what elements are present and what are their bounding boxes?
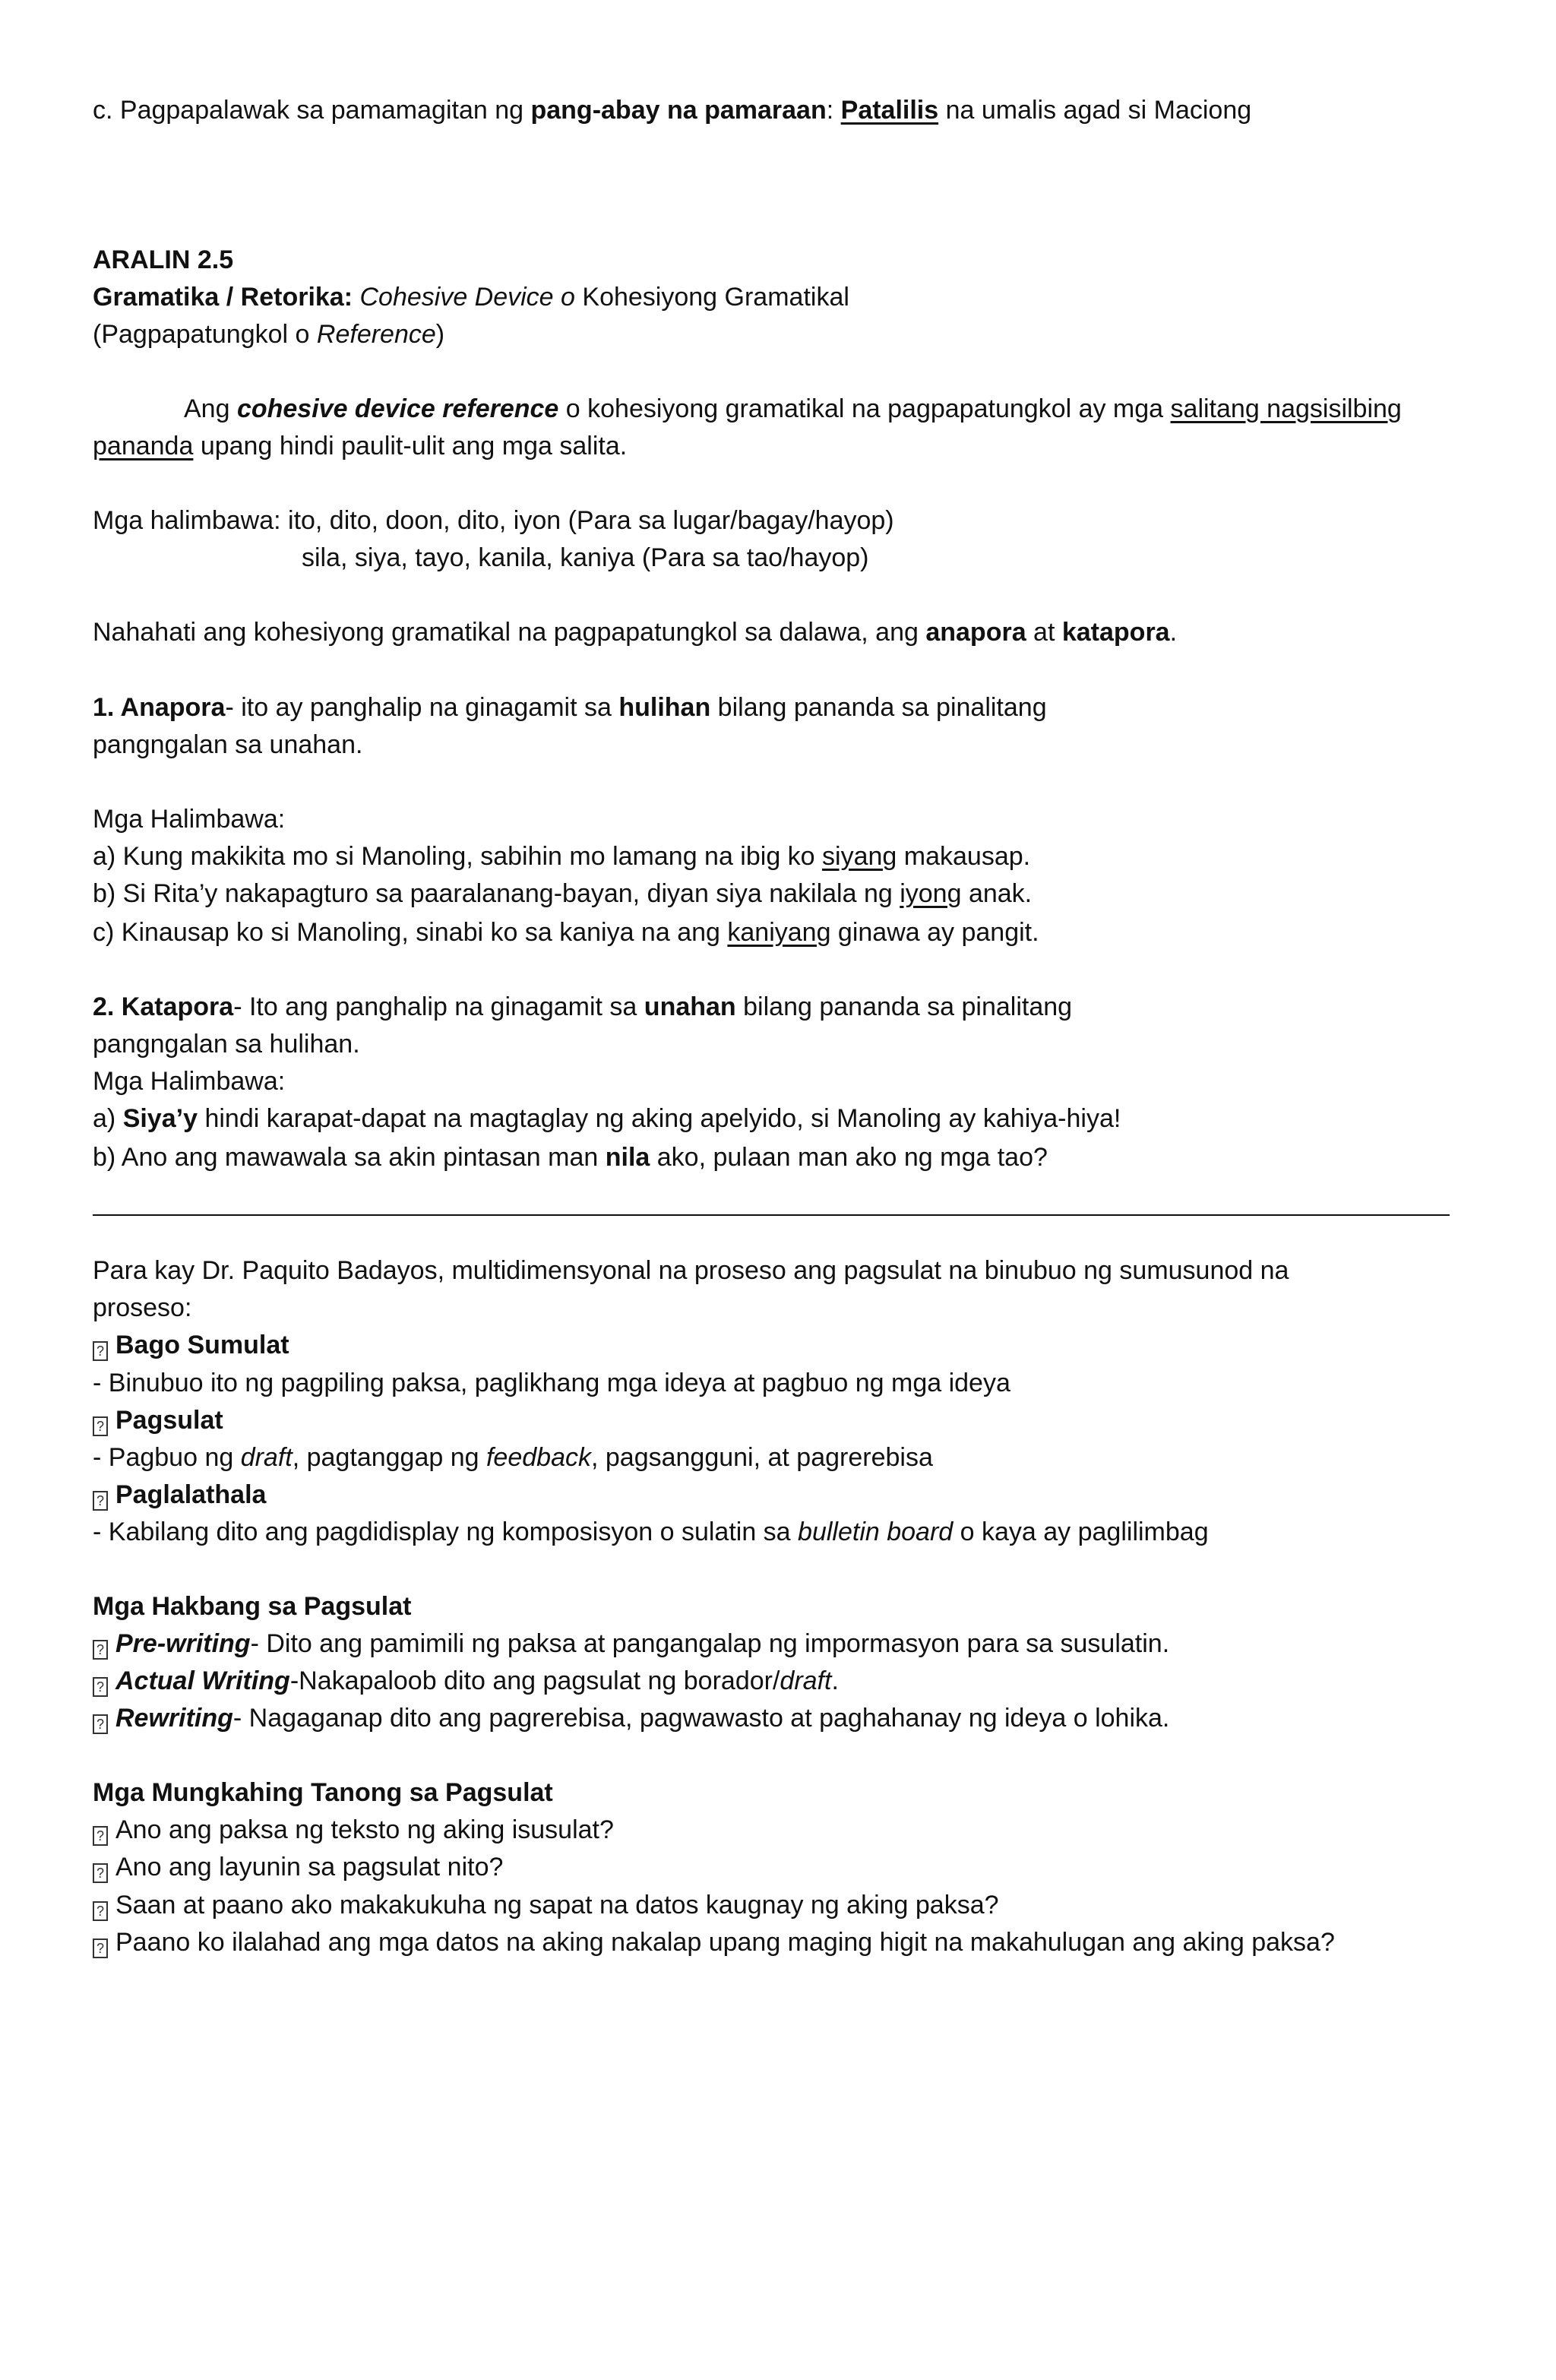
line-text: - ito ay panghalip na ginagamit sa [225, 693, 619, 722]
step-title: Bago Sumulat [115, 1331, 289, 1359]
definition-line-2 [93, 428, 627, 466]
line-text: ako, pulaan man ako ng mga tao? [650, 1143, 1048, 1172]
examples-line-1: Mga halimbawa: ito, dito, doon, dito, iyon (Para sa lugar/bagay/hayop) [93, 506, 894, 535]
step-term: Rewriting [115, 1704, 233, 1733]
hakbang-item-1 [93, 1625, 1169, 1663]
hakbang-item-3 [93, 1700, 1169, 1738]
anapora-definition [93, 689, 1047, 727]
line-text: (Pagpapatungkol o [93, 320, 317, 349]
mungkahi-question-3 [93, 1887, 999, 1925]
missing-glyph-icon: ? [93, 1341, 108, 1361]
mungkahi-question-1 [93, 1812, 614, 1850]
line-text: hindi karapat-dapat na magtaglay ng aking apelyido, si Manoling ay kahiya-hiya! [198, 1104, 1121, 1133]
question-text: Saan at paano ako makakukuha ng sapat na datos kaugnay ng aking paksa? [115, 1891, 999, 1920]
step-paglalathala-desc [93, 1514, 1209, 1552]
step-pagsulat [93, 1402, 223, 1440]
division-sentence [93, 614, 1177, 652]
step-title: Paglalathala [115, 1480, 267, 1509]
line-text: upang hindi paulit-ulit ang mga salita. [193, 432, 628, 460]
term-katapora: katapora [1061, 618, 1170, 647]
underlined-word: iyong [900, 879, 962, 908]
missing-glyph-icon: ? [93, 1714, 108, 1734]
line-text: ginawa ay pangit. [830, 918, 1039, 947]
missing-glyph-icon: ? [93, 1826, 108, 1846]
key-term: cohesive device reference [236, 394, 559, 423]
definition-line-1 [184, 391, 1402, 429]
line-text: makausap. [897, 842, 1031, 871]
expansion-example-line [93, 92, 1251, 130]
mungkahi-question-4 [93, 1924, 1335, 1962]
topic-subtitle [93, 316, 444, 354]
line-text: b) Ano ang mawawala sa akin pintasan man [93, 1143, 606, 1172]
line-text: : [826, 96, 841, 125]
horizontal-divider [93, 1214, 1450, 1216]
line-text: o kaya ay paglilimbag [953, 1518, 1209, 1546]
line-text: b) Si Rita’y nakapagturo sa paaralanang-bayan, diyan siya nakilala ng [93, 879, 900, 908]
line-text: na umalis agad si Maciong [938, 96, 1252, 125]
italic-term: draft [240, 1443, 293, 1472]
anapora-definition-cont: pangngalan sa unahan. [93, 730, 363, 759]
bold-term: unahan [644, 992, 736, 1021]
underlined-word: siyang [822, 842, 897, 871]
line-text: a) Kung makikita mo si Manoling, sabihin mo lamang na ibig ko [93, 842, 823, 871]
missing-glyph-icon: ? [93, 1677, 108, 1697]
hakbang-heading: Mga Hakbang sa Pagsulat [93, 1592, 412, 1621]
line-text: , pagtanggap ng [292, 1443, 486, 1472]
line-text: ) [435, 320, 445, 349]
line-text: bilang pananda sa pinalitang [735, 992, 1073, 1021]
katapora-examples-label: Mga Halimbawa: [93, 1067, 286, 1096]
katapora-example-a [93, 1100, 1121, 1138]
line-text: . [831, 1666, 839, 1695]
katapora-definition [93, 989, 1072, 1027]
question-text: Paano ko ilalahad ang mga datos na aking nakalap upang maging higit na makahulugan ang aking paksa? [115, 1928, 1335, 1957]
line-text: - Pagbuo ng [93, 1443, 241, 1472]
line-text: , pagsangguni, at pagrerebisa [590, 1443, 933, 1472]
topic-italic: Cohesive Device o [353, 283, 575, 312]
underlined-phrase: pananda [93, 432, 194, 460]
line-text: . [1169, 618, 1178, 647]
katapora-example-b [93, 1139, 1048, 1177]
italic-term: draft [780, 1666, 832, 1695]
anapora-example-c [93, 914, 1039, 952]
underlined-phrase: salitang nagsisilbing [1170, 394, 1402, 423]
missing-glyph-icon: ? [93, 1416, 108, 1436]
anapora-label: 1. Anapora [93, 693, 226, 722]
missing-glyph-icon: ? [93, 1938, 108, 1958]
bold-word: nila [605, 1143, 650, 1172]
line-text: Ang [184, 394, 237, 423]
katapora-definition-cont: pangngalan sa hulihan. [93, 1030, 360, 1059]
line-text: -Nakapaloob dito ang pagsulat ng borador/ [289, 1666, 780, 1695]
missing-glyph-icon: ? [93, 1640, 108, 1660]
step-term: Pre-writing [115, 1629, 251, 1658]
bold-term: hulihan [618, 693, 711, 722]
italic-term: Reference [316, 320, 436, 349]
line-text: at [1026, 618, 1062, 647]
badayos-intro-line-2: proseso: [93, 1293, 192, 1322]
topic-label: Gramatika / Retorika: [93, 283, 353, 312]
examples-line-2: sila, siya, tayo, kanila, kaniya (Para sa tao/hayop) [302, 543, 869, 572]
step-title: Pagsulat [115, 1406, 223, 1435]
anapora-examples-label: Mga Halimbawa: [93, 805, 286, 834]
missing-glyph-icon: ? [93, 1901, 108, 1921]
topic-title [93, 279, 849, 317]
step-pagsulat-desc [93, 1439, 933, 1477]
term-anapora: anapora [925, 618, 1026, 647]
question-text: Ano ang layunin sa pagsulat nito? [115, 1853, 504, 1882]
step-bago-sumulat-desc: - Binubuo ito ng pagpiling paksa, paglikhang mga ideya at pagbuo ng mga ideya [93, 1369, 1010, 1397]
topic-rest: Kohesiyong Gramatikal [574, 283, 849, 312]
line-text: Nahahati ang kohesiyong gramatikal na pagpapatungkol sa dalawa, ang [93, 618, 926, 647]
katapora-label: 2. Katapora [93, 992, 234, 1021]
step-term: Actual Writing [115, 1666, 290, 1695]
missing-glyph-icon: ? [93, 1491, 108, 1511]
hakbang-item-2 [93, 1663, 839, 1701]
line-text: a) [93, 1104, 123, 1133]
line-text: anak. [961, 879, 1033, 908]
line-text: c. Pagpapalawak sa pamamagitan ng [93, 96, 531, 125]
italic-term: feedback [485, 1443, 591, 1472]
italic-term: bulletin board [798, 1518, 954, 1546]
missing-glyph-icon: ? [93, 1863, 108, 1883]
underlined-term: Patalilis [840, 96, 939, 125]
anapora-example-a [93, 838, 1030, 876]
bold-word: Siya’y [122, 1104, 198, 1133]
bold-term: pang-abay na pamaraan [530, 96, 827, 125]
line-text: bilang pananda sa pinalitang [710, 693, 1047, 722]
line-text: - Ito ang panghalip na ginagamit sa [233, 992, 644, 1021]
badayos-intro-line-1: Para kay Dr. Paquito Badayos, multidimensyonal na proseso ang pagsulat na binubuo ng sumusunod na [93, 1256, 1289, 1285]
mungkahi-question-2 [93, 1849, 503, 1887]
underlined-word: kaniyang [727, 918, 831, 947]
line-text: - Dito ang pamimili ng paksa at pangangalap ng impormasyon para sa susulatin. [250, 1629, 1170, 1658]
mungkahi-heading: Mga Mungkahing Tanong sa Pagsulat [93, 1778, 553, 1807]
line-text: o kohesiyong gramatikal na pagpapatungkol ay mga [558, 394, 1171, 423]
step-paglalathala [93, 1476, 266, 1514]
step-bago-sumulat [93, 1327, 289, 1365]
line-text: c) Kinausap ko si Manoling, sinabi ko sa kaniya na ang [93, 918, 728, 947]
anapora-example-b [93, 875, 1032, 913]
line-text: - Nagaganap dito ang pagrerebisa, pagwawasto at paghahanay ng ideya o lohika. [232, 1704, 1170, 1733]
lesson-heading: ARALIN 2.5 [93, 245, 234, 274]
question-text: Ano ang paksa ng teksto ng aking isusulat? [115, 1815, 614, 1844]
line-text: - Kabilang dito ang pagdidisplay ng komposisyon o sulatin sa [93, 1518, 799, 1546]
